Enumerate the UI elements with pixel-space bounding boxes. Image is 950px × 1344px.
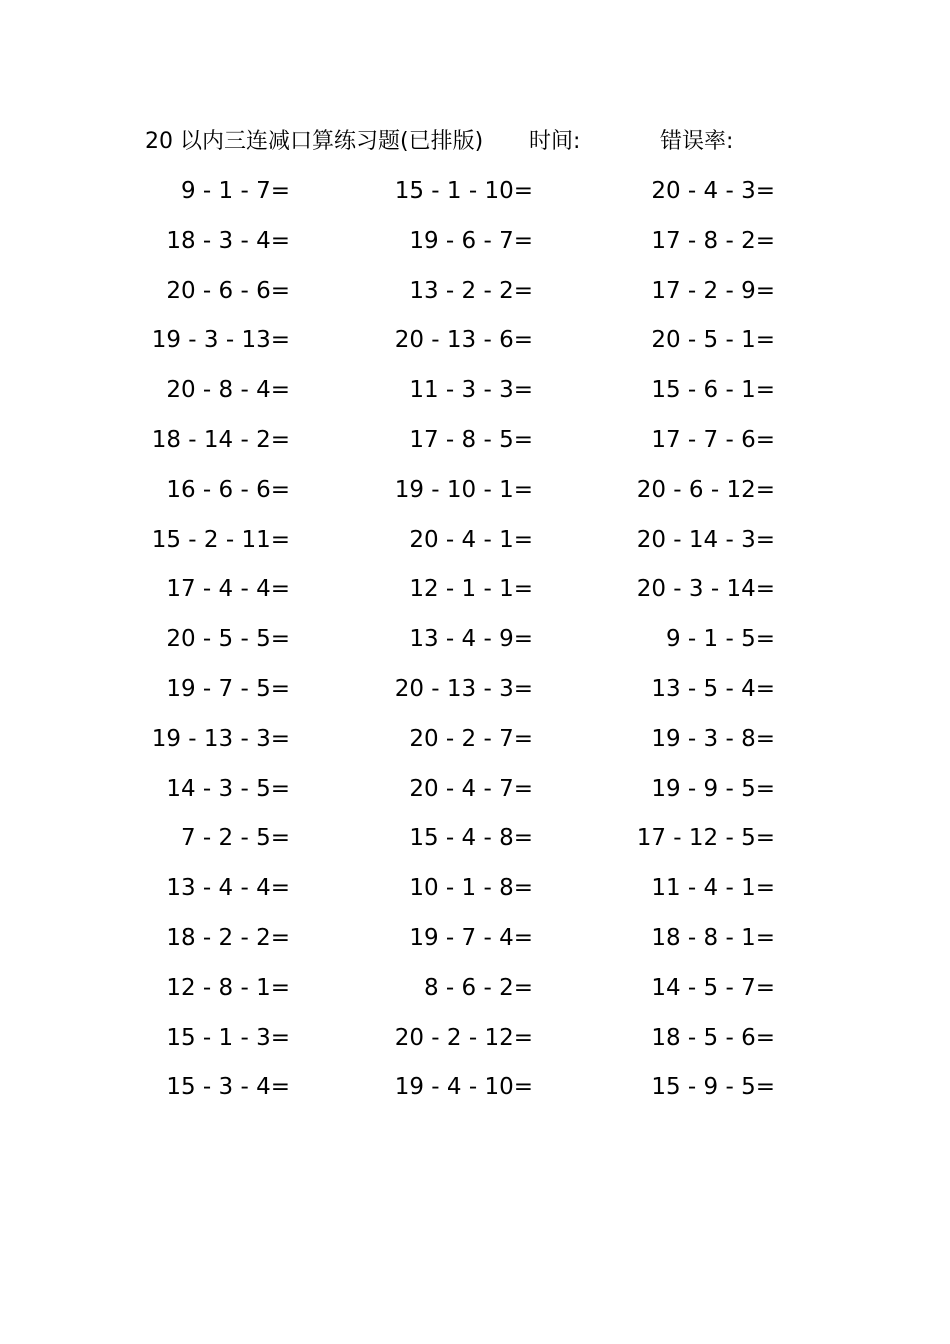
subtraction-problem: 12 - 1 - 1=	[409, 576, 533, 603]
subtraction-problem: 11 - 4 - 1=	[651, 875, 775, 902]
subtraction-problem: 18 - 3 - 4=	[166, 227, 290, 254]
subtraction-problem: 20 - 8 - 4=	[166, 377, 290, 404]
subtraction-problem: 15 - 1 - 3=	[166, 1024, 290, 1051]
problem-row	[0, 771, 950, 821]
problem-row	[0, 1069, 950, 1119]
subtraction-problem: 20 - 14 - 3=	[636, 526, 775, 553]
subtraction-problem: 18 - 2 - 2=	[166, 924, 290, 951]
subtraction-problem: 20 - 4 - 1=	[409, 526, 533, 553]
problem-row	[0, 372, 950, 422]
problem-grid	[0, 173, 950, 1119]
problem-row	[0, 522, 950, 572]
subtraction-problem: 20 - 13 - 6=	[394, 327, 533, 354]
problem-row	[0, 671, 950, 721]
problem-row	[0, 571, 950, 621]
subtraction-problem: 17 - 8 - 2=	[651, 227, 775, 254]
problem-row	[0, 173, 950, 223]
problem-row	[0, 920, 950, 970]
worksheet-title: 20 以内三连减口算练习题(已排版)	[145, 129, 484, 154]
subtraction-problem: 18 - 5 - 6=	[651, 1024, 775, 1051]
subtraction-problem: 19 - 9 - 5=	[651, 775, 775, 802]
subtraction-problem: 15 - 9 - 5=	[651, 1074, 775, 1101]
subtraction-problem: 19 - 6 - 7=	[409, 227, 533, 254]
subtraction-problem: 17 - 8 - 5=	[409, 426, 533, 453]
subtraction-problem: 17 - 12 - 5=	[636, 825, 775, 852]
subtraction-problem: 8 - 6 - 2=	[423, 974, 533, 1001]
error-rate-label: 错误率:	[660, 129, 734, 154]
subtraction-problem: 20 - 6 - 6=	[166, 277, 290, 304]
problem-row	[0, 721, 950, 771]
subtraction-problem: 15 - 1 - 10=	[394, 178, 533, 204]
subtraction-problem: 20 - 4 - 3=	[651, 178, 775, 204]
subtraction-problem: 14 - 3 - 5=	[166, 775, 290, 802]
subtraction-problem: 20 - 6 - 12=	[636, 476, 775, 503]
subtraction-problem: 19 - 3 - 8=	[651, 725, 775, 752]
subtraction-problem: 17 - 7 - 6=	[651, 426, 775, 453]
subtraction-problem: 13 - 2 - 2=	[409, 277, 533, 304]
problem-row	[0, 422, 950, 472]
time-label: 时间:	[529, 129, 581, 154]
subtraction-problem: 9 - 1 - 7=	[180, 178, 290, 204]
subtraction-problem: 18 - 8 - 1=	[651, 924, 775, 951]
subtraction-problem: 15 - 4 - 8=	[409, 825, 533, 852]
subtraction-problem: 17 - 2 - 9=	[651, 277, 775, 304]
subtraction-problem: 15 - 3 - 4=	[166, 1074, 290, 1101]
subtraction-problem: 13 - 4 - 4=	[166, 875, 290, 902]
subtraction-problem: 19 - 10 - 1=	[394, 476, 533, 503]
problem-row	[0, 472, 950, 522]
subtraction-problem: 11 - 3 - 3=	[409, 377, 533, 404]
subtraction-problem: 14 - 5 - 7=	[651, 974, 775, 1001]
subtraction-problem: 20 - 3 - 14=	[636, 576, 775, 603]
subtraction-problem: 19 - 7 - 5=	[166, 675, 290, 702]
subtraction-problem: 17 - 4 - 4=	[166, 576, 290, 603]
subtraction-problem: 19 - 7 - 4=	[409, 924, 533, 951]
problem-row	[0, 1020, 950, 1070]
subtraction-problem: 9 - 1 - 5=	[665, 626, 775, 653]
subtraction-problem: 7 - 2 - 5=	[180, 825, 290, 852]
subtraction-problem: 16 - 6 - 6=	[166, 476, 290, 503]
subtraction-problem: 13 - 4 - 9=	[409, 626, 533, 653]
subtraction-problem: 10 - 1 - 8=	[409, 875, 533, 902]
problem-row	[0, 870, 950, 920]
subtraction-problem: 18 - 14 - 2=	[151, 426, 290, 453]
problem-row	[0, 820, 950, 870]
subtraction-problem: 19 - 13 - 3=	[151, 725, 290, 752]
subtraction-problem: 12 - 8 - 1=	[166, 974, 290, 1001]
problem-row	[0, 223, 950, 273]
subtraction-problem: 20 - 4 - 7=	[409, 775, 533, 802]
subtraction-problem: 20 - 5 - 5=	[166, 626, 290, 653]
subtraction-problem: 20 - 2 - 12=	[394, 1024, 533, 1051]
worksheet-header	[145, 126, 845, 158]
problem-row	[0, 273, 950, 323]
problem-row	[0, 970, 950, 1020]
subtraction-problem: 20 - 2 - 7=	[409, 725, 533, 752]
problem-row	[0, 621, 950, 671]
subtraction-problem: 15 - 2 - 11=	[151, 526, 290, 553]
subtraction-problem: 19 - 4 - 10=	[394, 1074, 533, 1101]
subtraction-problem: 20 - 13 - 3=	[394, 675, 533, 702]
problem-row	[0, 322, 950, 372]
subtraction-problem: 19 - 3 - 13=	[151, 327, 290, 354]
subtraction-problem: 20 - 5 - 1=	[651, 327, 775, 354]
subtraction-problem: 15 - 6 - 1=	[651, 377, 775, 404]
subtraction-problem: 13 - 5 - 4=	[651, 675, 775, 702]
